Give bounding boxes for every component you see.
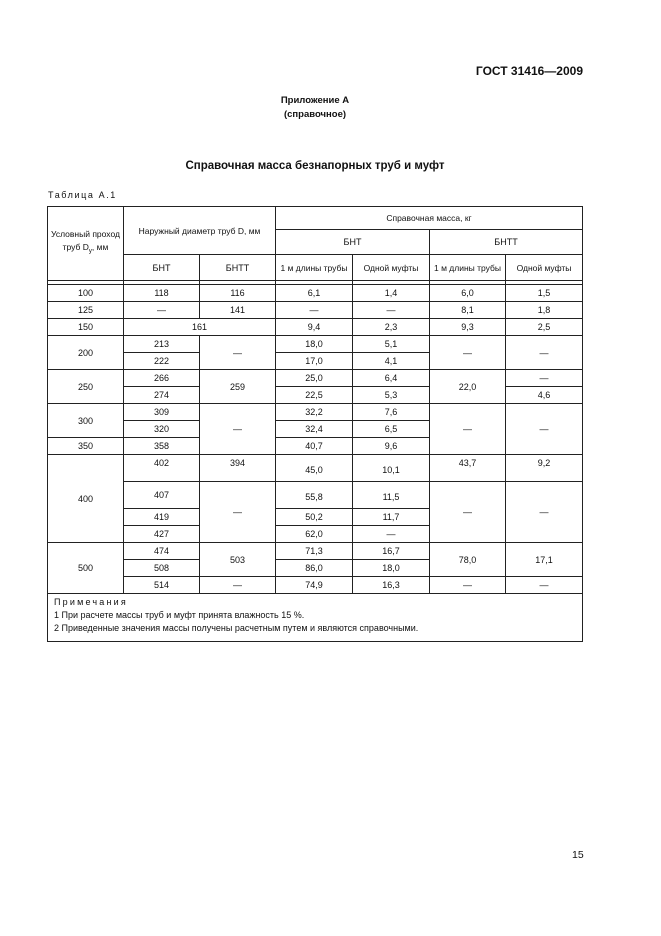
bnt-diam-header: БНТ xyxy=(124,255,200,281)
cell: — xyxy=(353,302,430,319)
cell: 402 xyxy=(124,455,200,482)
cell: 16,3 xyxy=(353,577,430,594)
bntt-per-coupling-header: Одной муфты xyxy=(506,255,583,281)
cell: 514 xyxy=(124,577,200,594)
table-row xyxy=(48,404,583,421)
cell: 16,7 xyxy=(353,543,430,560)
cell: 400 xyxy=(48,455,124,543)
cell: 40,7 xyxy=(276,438,353,455)
cell: 266 xyxy=(124,370,200,387)
cell: 5,1 xyxy=(353,336,430,353)
cell: 213 xyxy=(124,336,200,353)
cell: 1,4 xyxy=(353,285,430,302)
cell: 22,0 xyxy=(430,370,506,404)
cell: 508 xyxy=(124,560,200,577)
table-row xyxy=(48,336,583,353)
appendix-subtitle: (справочное) xyxy=(283,109,347,120)
cell: 11,7 xyxy=(353,509,430,526)
outer-diameter-header: Наружный диаметр труб D, мм xyxy=(124,207,276,255)
table-row xyxy=(48,577,583,594)
cell: 43,7 xyxy=(430,455,506,482)
cell: 74,9 xyxy=(276,577,353,594)
cell: 32,4 xyxy=(276,421,353,438)
table-row xyxy=(48,482,583,509)
cell: 2,3 xyxy=(353,319,430,336)
cell: 9,4 xyxy=(276,319,353,336)
cell: 350 xyxy=(48,438,124,455)
cell: 394 xyxy=(200,455,276,482)
cell: 5,3 xyxy=(353,387,430,404)
appendix-title: Приложение А xyxy=(280,95,350,106)
cell: 17,0 xyxy=(276,353,353,370)
reference-mass-header: Справочная масса, кг xyxy=(276,207,583,230)
cell: 222 xyxy=(124,353,200,370)
cell: 150 xyxy=(48,319,124,336)
cell: 2,5 xyxy=(506,319,583,336)
cell: 78,0 xyxy=(430,543,506,577)
cell: 86,0 xyxy=(276,560,353,577)
cell: — xyxy=(276,302,353,319)
cell: 71,3 xyxy=(276,543,353,560)
cell: — xyxy=(200,404,276,455)
cell: — xyxy=(430,482,506,543)
cell: 200 xyxy=(48,336,124,370)
cell: 17,1 xyxy=(506,543,583,577)
bnt-mass-header: БНТ xyxy=(276,230,430,255)
cell: 474 xyxy=(124,543,200,560)
nominal-bore-header: Условный проход труб $D_у$, мм xyxy=(48,207,124,281)
cell: 6,1 xyxy=(276,285,353,302)
cell: 125 xyxy=(48,302,124,319)
cell: 22,5 xyxy=(276,387,353,404)
reference-mass-table xyxy=(47,206,583,642)
cell: 407 xyxy=(124,482,200,509)
bnt-per-meter-header: 1 м длины трубы xyxy=(276,255,353,281)
cell: 18,0 xyxy=(353,560,430,577)
cell: 10,1 xyxy=(353,455,430,482)
cell: 300 xyxy=(48,404,124,438)
cell: — xyxy=(506,370,583,387)
cell: 500 xyxy=(48,543,124,594)
table-notes xyxy=(48,594,583,642)
bntt-per-meter-header: 1 м длины трубы xyxy=(430,255,506,281)
table-header-row xyxy=(48,255,583,281)
cell: 32,2 xyxy=(276,404,353,421)
cell: — xyxy=(430,404,506,455)
document-title: Справочная масса безнапорных труб и муфт xyxy=(185,160,445,172)
cell: 141 xyxy=(200,302,276,319)
table-row xyxy=(48,302,583,319)
cell: 419 xyxy=(124,509,200,526)
cell: 320 xyxy=(124,421,200,438)
cell: 309 xyxy=(124,404,200,421)
cell: 45,0 xyxy=(276,455,353,482)
cell: 7,6 xyxy=(353,404,430,421)
cell: 9,6 xyxy=(353,438,430,455)
page-number: 15 xyxy=(572,849,584,861)
cell: 6,0 xyxy=(430,285,506,302)
cell: 116 xyxy=(200,285,276,302)
cell: — xyxy=(506,577,583,594)
table-row xyxy=(48,455,583,482)
table-row xyxy=(48,319,583,336)
cell: 9,2 xyxy=(506,455,583,482)
cell: 358 xyxy=(124,438,200,455)
cell: — xyxy=(200,336,276,370)
cell: 1,8 xyxy=(506,302,583,319)
cell: — xyxy=(353,526,430,543)
bntt-mass-header: БНТТ xyxy=(430,230,583,255)
appendix-heading xyxy=(0,94,630,122)
note-1: 1 При расчете массы труб и муфт принята влажность 15 %. xyxy=(54,610,305,620)
cell: 18,0 xyxy=(276,336,353,353)
cell: — xyxy=(200,577,276,594)
table-row xyxy=(48,285,583,302)
cell: 6,4 xyxy=(353,370,430,387)
cell: 1,5 xyxy=(506,285,583,302)
cell: 427 xyxy=(124,526,200,543)
cell: — xyxy=(430,336,506,370)
table-header-row xyxy=(48,207,583,230)
bnt-per-coupling-header: Одной муфты xyxy=(353,255,430,281)
cell: — xyxy=(506,482,583,543)
cell: 9,3 xyxy=(430,319,506,336)
cell: 62,0 xyxy=(276,526,353,543)
notes-heading: Примечания xyxy=(54,597,128,607)
table-row xyxy=(48,543,583,560)
standard-number: ГОСТ 31416—2009 xyxy=(475,64,583,78)
cell: 6,5 xyxy=(353,421,430,438)
table-row xyxy=(48,370,583,387)
cell: 4,1 xyxy=(353,353,430,370)
cell: 8,1 xyxy=(430,302,506,319)
cell: — xyxy=(430,577,506,594)
cell: 250 xyxy=(48,370,124,404)
cell: 50,2 xyxy=(276,509,353,526)
note-2: 2 Приведенные значения массы получены расчетным путем и являются справочными. xyxy=(54,623,419,633)
cell: 4,6 xyxy=(506,387,583,404)
cell: — xyxy=(124,302,200,319)
cell: — xyxy=(506,404,583,455)
cell: 274 xyxy=(124,387,200,404)
table-label: Таблица А.1 xyxy=(48,190,117,200)
bntt-diam-header: БНТТ xyxy=(200,255,276,281)
cell: 161 xyxy=(124,319,276,336)
cell: — xyxy=(200,482,276,543)
cell: 100 xyxy=(48,285,124,302)
cell: 118 xyxy=(124,285,200,302)
cell: 25,0 xyxy=(276,370,353,387)
cell: 503 xyxy=(200,543,276,577)
cell: — xyxy=(506,336,583,370)
cell: 259 xyxy=(200,370,276,404)
cell: 55,8 xyxy=(276,482,353,509)
cell: 11,5 xyxy=(353,482,430,509)
table-notes-row xyxy=(48,594,583,642)
